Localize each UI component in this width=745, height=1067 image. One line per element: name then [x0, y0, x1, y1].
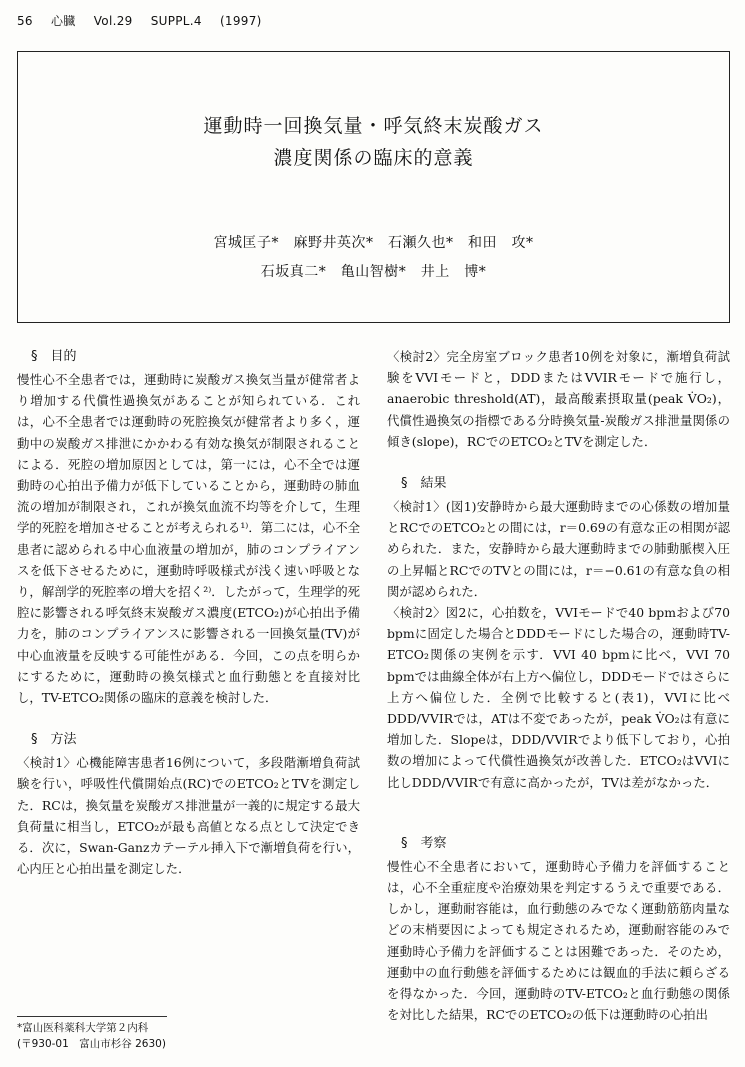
results-text-2: 〈検討2〉図2に，心拍数を，VVIモードで40 bpmおよび70 bpmに固定した場合とDDDモードにした場合の，運動時TV-ETCO₂関係の実例を示す．VVI 40 bpmに比べ，VVI 70 bpmでは曲線全体が右上方へ偏位し，DDDモードではさらに上方へ偏位した．全例で比較すると(表1)，VVIに比べDDD/VVIRでは，ATは不変であったが，peak V̇O₂は有意に増加した．Slopeは，DDD/VVIRでより低下しており，心拍数の増加によって代償性過換気が改善した．ETCO₂はVVIに比しDDD/VVIRで有意に高かったが，TVは差がなかった． — [387, 605, 730, 790]
author-list — [18, 229, 729, 287]
title-line-2: 濃度関係の臨床的意義 — [273, 147, 474, 169]
journal-year: (1997) — [219, 14, 262, 28]
methods-text-2: 〈検討2〉完全房室ブロック患者10例を対象に，漸増負荷試験をVVIモードと，DDDまたはVVIRモードで施行し，anaerobic threshold(AT)，最高酸素摂取量(peak V̇O₂)，代償性過換気の指標である分時換気量-炭酸ガス排泄量関係の傾き(slope)，RCでのETCO₂とTVを測定した． — [387, 349, 730, 449]
results-heading: § 結果 — [401, 476, 447, 492]
footnote-line-2: (〒930-01 富山市杉谷 2630) — [17, 1038, 166, 1050]
left-column — [17, 346, 360, 879]
purpose-heading: § 目的 — [31, 349, 77, 364]
purpose-text: 慢性心不全患者では，運動時に炭酸ガス換気当量が健常者より増加する代償性過換気があることが知られている．これは，心不全患者では運動時の死腔換気が健常者より多く，運動中の炭酸ガス排泄にかかわる有効な換気が制限されることによる．死腔の増加原因としては，第一には，心不全では運動時の心拍出予備力が低下していることから，運動時の肺血流の増加が制限され，これが換気血流不均等を介して，生理学的死腔を増加させることが考えられる¹⁾．第二には，心不全患者に認められる中心血液量の増加が，肺のコンプライアンスを低下させるために，運動時呼吸様式が浅く速い呼吸となり，解剖学的死腔率の増大を招く²⁾．したがって，生理学的死腔に影響される呼気終末炭酸ガス濃度(ETCO₂)が心拍出予備力を，肺のコンプライアンスに影響される一回換気量(TV)が中心血液量を反映する可能性がある．今回，この点を明らかにするために，運動時の換気様式と血行動態とを直接対比し，TV-ETCO₂関係の臨床的意義を検討した． — [17, 372, 360, 706]
journal-supplement: SUPPL.4 — [150, 14, 202, 28]
footnote-line-1: *富山医科薬科大学第２内科 — [17, 1022, 149, 1034]
footnote-rule — [17, 1016, 167, 1017]
authors-line-2: 石坂真二* 亀山智樹* 井上 博* — [260, 264, 487, 280]
affiliation-footnote — [17, 1020, 166, 1052]
journal-volume: Vol.29 — [93, 14, 133, 28]
title-box — [17, 51, 730, 323]
right-column — [387, 350, 730, 1025]
title-line-1: 運動時一回換気量・呼気終末炭酸ガス — [203, 115, 544, 137]
discussion-text: 慢性心不全患者において，運動時心予備力を評価することは，心不全重症度や治療効果を判定するうえで重要である．しかし，運動耐容能は，血行動態のみでなく運動筋筋肉量などの末梢要因によっても規定されるため，運動耐容能のみで運動時心予備力を評価することは困難であった．そのため，運動中の血行動態を評価するためには観血的手法に頼らざるを得なかった．今回，運動時のTV-ETCO₂と血行動態の関係を対比した結果，RCでのETCO₂の低下は運動時の心拍出 — [387, 858, 730, 1023]
running-head — [17, 12, 276, 29]
page-number: 56 — [17, 14, 33, 28]
results-text-1: 〈検討1〉(図1)安静時から最大運動時までの心係数の増加量とRCでのETCO₂との間には，r＝0.69の有意な正の相関が認められた．また，安静時から最大運動時までの肺動脈楔入圧の上昇幅とRCでのTVとの間には，r＝−0.61の有意な負の相関が認められた． — [387, 499, 730, 599]
discussion-heading: § 考察 — [401, 835, 447, 851]
methods-heading: § 方法 — [31, 732, 77, 748]
authors-line-1: 宮城匡子* 麻野井英次* 石瀬久也* 和田 攻* — [213, 235, 534, 251]
methods-text-1: 〈検討1〉心機能障害患者16例について，多段階漸増負荷試験を行い，呼吸性代償開始点(RC)でのETCO₂とTVを測定した．RCは，換気量を炭酸ガス排泄量が一義的に規定する最大負荷量に相当し，ETCO₂が最も高値となる点として決定できる．次に，Swan-Ganzカテーテル挿入下で漸増負荷を行い，心内圧と心拍出量を測定した． — [17, 755, 360, 877]
journal-name: 心臓 — [51, 14, 76, 28]
article-title — [18, 110, 729, 174]
